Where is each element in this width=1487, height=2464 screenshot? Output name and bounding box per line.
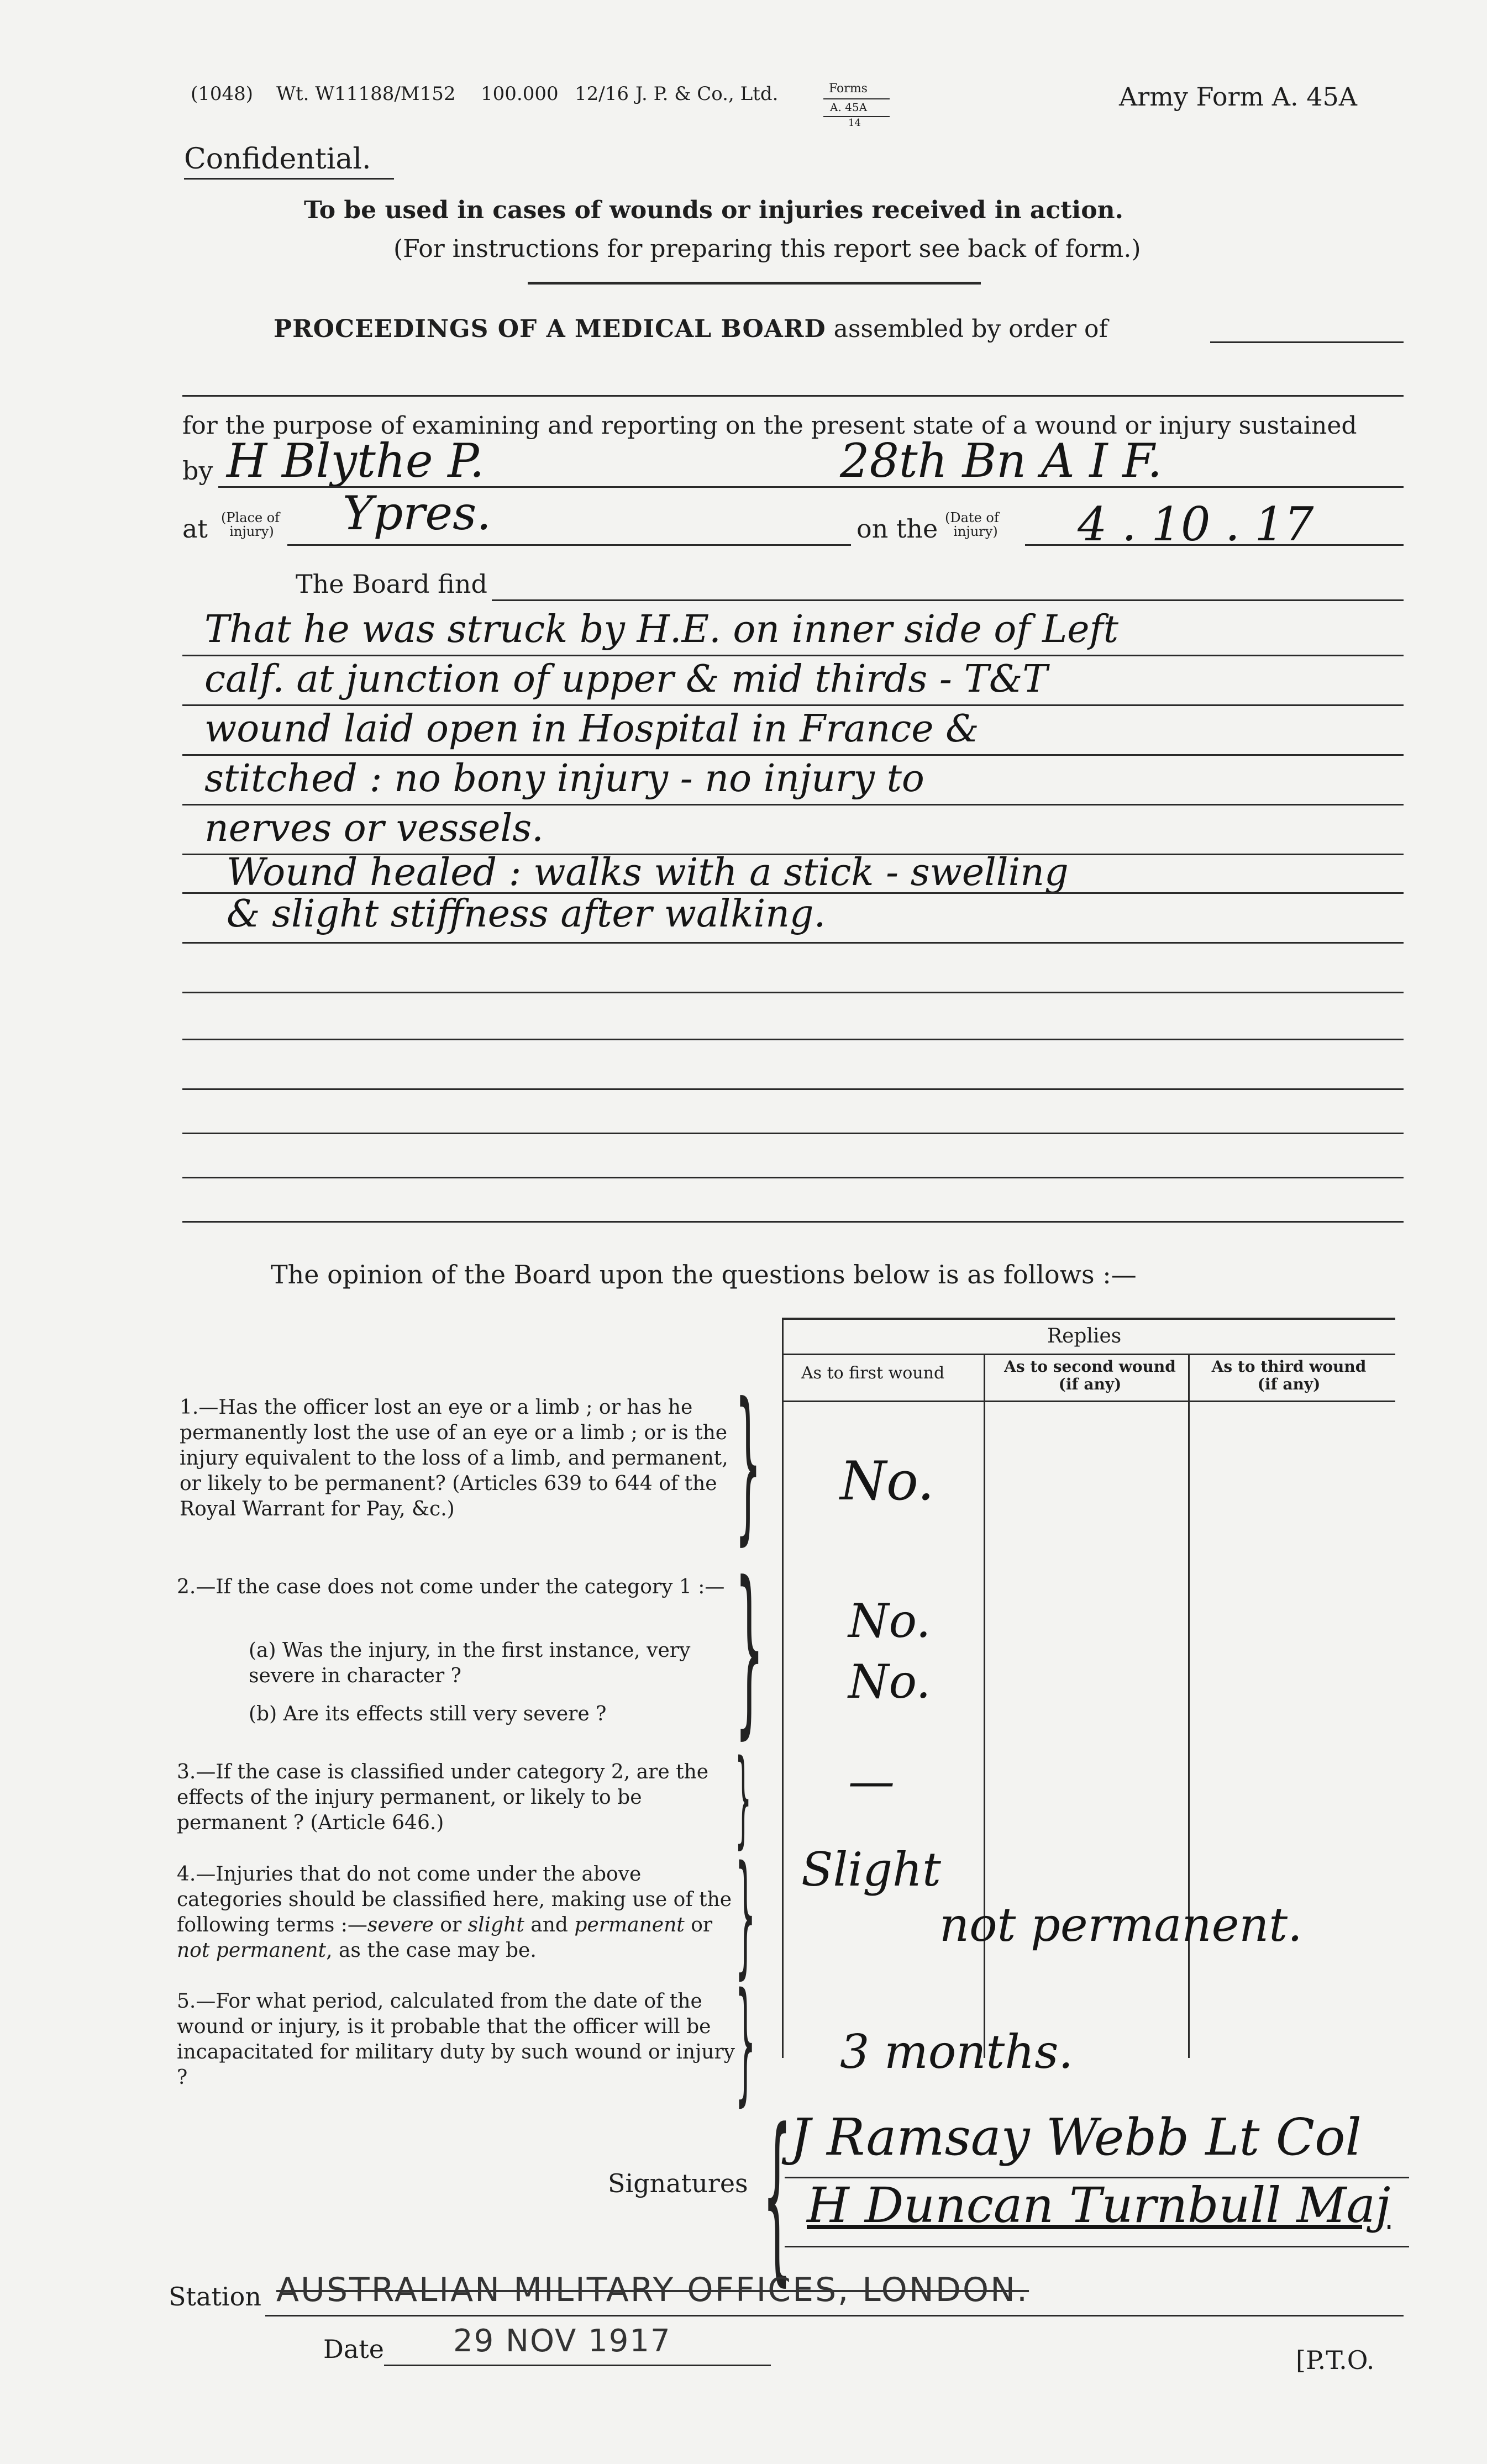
order-of-field-line-2 xyxy=(182,395,1404,397)
signature-line-2 xyxy=(785,2246,1409,2247)
opinion-label: The opinion of the Board upon the questions below is as follows :— xyxy=(271,1260,1137,1289)
confidential-label: Confidential. xyxy=(184,143,371,176)
print-ref: Wt. W11188/M152 xyxy=(276,83,456,105)
question-5: 5.—For what period, calculated from the date of the wound or injury, is it probable that the officer will be incapacitated for military duty by such wound or injury ? xyxy=(177,1990,735,2089)
col-third-l2: (if any) xyxy=(1257,1375,1321,1393)
date-field-line xyxy=(1025,544,1404,546)
brace-3: } xyxy=(735,1737,752,1859)
answer-5: 3 months. xyxy=(840,2025,1074,2079)
signature-1: J Ramsay Webb Lt Col xyxy=(790,2108,1362,2167)
form-subtitle: To be used in cases of wounds or injuries received in action. xyxy=(304,196,1123,224)
question-2b: (b) Are its effects still very severe ? xyxy=(249,1703,607,1725)
board-find-text-4: stitched : no bony injury - no injury to xyxy=(204,757,924,801)
title-rule xyxy=(528,282,981,285)
board-find-text-5: nerves or vessels. xyxy=(204,807,544,850)
signature-2: H Duncan Turnbull Maj xyxy=(807,2177,1391,2234)
board-find-line-0 xyxy=(492,599,1404,601)
replies-col-divider-1 xyxy=(984,1355,985,2058)
print-date: 12/16 xyxy=(575,83,629,105)
army-form-number: Army Form A. 45A xyxy=(1119,82,1357,112)
confidential-underline xyxy=(184,178,394,180)
q4-term-severe: severe xyxy=(367,1914,434,1936)
place-of-injury-value: Ypres. xyxy=(343,486,491,540)
col-second-l2: (if any) xyxy=(1058,1375,1122,1393)
proceedings-line xyxy=(274,315,1108,343)
question-2a: (a) Was the injury, in the first instance, very severe in character ? xyxy=(249,1639,691,1687)
station-field-line xyxy=(265,2315,1404,2316)
signatures-label: Signatures xyxy=(608,2168,748,2198)
q4-term-slight: slight xyxy=(467,1914,524,1936)
question-4 xyxy=(177,1862,735,1963)
replies-col-first: As to first wound xyxy=(801,1363,945,1383)
replies-col-divider-2 xyxy=(1188,1355,1190,2058)
question-1: 1.—Has the officer lost an eye or a limb ; or has he permanently lost the use of an eye or a limb ; or is the injury equivalent to the loss of a limb, and permanent, or likely to be permanent? (Articles 639 to 644 of the Royal Warrant for Pay, &c.) xyxy=(180,1396,728,1520)
station-label: Station xyxy=(169,2282,261,2312)
answer-4-line-2: not permanent. xyxy=(939,1898,1302,1952)
q4-or-1: or xyxy=(440,1914,462,1936)
answer-2a: No. xyxy=(848,1594,931,1648)
question-4-text: 4.—Injuries that do not come under the above categories should be classified here, making use of the following terms :— xyxy=(177,1863,732,1936)
board-find-line-7 xyxy=(182,942,1404,944)
forms-fraction-line xyxy=(823,98,890,99)
brace-4: } xyxy=(735,1837,756,1992)
board-find-line-11 xyxy=(182,1133,1404,1134)
proceedings-assembled: assembled by order of xyxy=(833,315,1108,343)
station-stamp: AUSTRALIAN MILITARY OFFICES, LONDON. xyxy=(276,2271,1029,2309)
print-code: (1048) xyxy=(191,83,254,105)
board-find-line-1 xyxy=(182,655,1404,656)
board-find-line-10 xyxy=(182,1088,1404,1090)
replies-col-second xyxy=(995,1358,1185,1393)
q4-or-2: or xyxy=(691,1914,713,1936)
board-find-line-4 xyxy=(182,804,1404,805)
board-find-label: The Board find xyxy=(296,569,487,599)
on-the-label: on the xyxy=(857,514,938,544)
purpose-text: for the purpose of examining and reporting on the present state of a wound or injury sustained xyxy=(182,412,1357,440)
board-find-line-13 xyxy=(182,1221,1404,1223)
officer-name-value: H Blythe P. xyxy=(227,434,485,488)
date-of-injury-label: (Date of injury) xyxy=(945,510,999,539)
date-label-1: Date of xyxy=(950,510,999,525)
pto-label: [P.T.O. xyxy=(1296,2345,1375,2375)
brace-2: } xyxy=(735,1543,764,1755)
date-stamp: 29 NOV 1917 xyxy=(453,2323,671,2359)
answer-4-line-1: Slight xyxy=(801,1842,941,1897)
replies-left-border xyxy=(782,1318,784,2058)
date-field-line xyxy=(384,2365,771,2366)
col-second-l1: As to second wound xyxy=(1004,1357,1176,1376)
brace-1: } xyxy=(735,1367,761,1560)
board-find-text-2: calf. at junction of upper & mid thirds - T&T xyxy=(204,657,1048,701)
forms-num: 14 xyxy=(848,117,861,129)
at-label: at xyxy=(182,514,208,544)
order-of-field xyxy=(1210,341,1404,343)
board-find-line-2 xyxy=(182,704,1404,706)
signatures-brace: { xyxy=(763,2090,792,2302)
proceedings-title: PROCEEDINGS OF A MEDICAL BOARD xyxy=(274,315,826,343)
board-find-line-8 xyxy=(182,992,1404,993)
brace-5: } xyxy=(735,1964,756,2119)
printer-name: J. P. & Co., Ltd. xyxy=(635,83,779,105)
replies-header-divider xyxy=(782,1354,1395,1355)
question-2: 2.—If the case does not come under the category 1 :— xyxy=(177,1576,725,1598)
place-field-line xyxy=(287,544,851,546)
board-find-text-7: & slight stiffness after walking. xyxy=(227,892,826,936)
question-3: 3.—If the case is classified under category 2, are the effects of the injury permanent, or likely to be permanent ? (Article 646.) xyxy=(177,1761,709,1834)
unit-value: 28th Bn A I F. xyxy=(840,434,1163,488)
replies-header: Replies xyxy=(1047,1325,1122,1347)
date-label-2: injury xyxy=(953,524,993,539)
board-find-line-12 xyxy=(182,1177,1404,1178)
place-label-1: Place of xyxy=(226,510,280,525)
replies-col-third xyxy=(1194,1358,1384,1393)
place-label-2: injury xyxy=(229,524,269,539)
forms-code: A. 45A xyxy=(830,101,868,114)
q4-and: and xyxy=(530,1914,568,1936)
date-label: Date xyxy=(323,2334,385,2364)
by-label: by xyxy=(182,456,213,486)
board-find-text-1: That he was struck by H.E. on inner side of Left xyxy=(204,608,1119,651)
q4-term-permanent: permanent xyxy=(574,1914,685,1936)
form-instructions: (For instructions for preparing this report see back of form.) xyxy=(393,235,1141,263)
date-of-injury-value: 4 . 10 . 17 xyxy=(1078,497,1314,551)
q4-end: , as the case may be. xyxy=(326,1939,537,1962)
place-of-injury-label: (Place of injury) xyxy=(221,510,280,539)
answer-3: — xyxy=(848,1754,895,1808)
forms-word: Forms xyxy=(829,82,868,96)
q4-term-not-permanent: not permanent xyxy=(177,1939,327,1962)
col-third-l1: As to third wound xyxy=(1211,1357,1367,1376)
board-find-line-3 xyxy=(182,754,1404,756)
print-qty: 100.000 xyxy=(481,83,559,105)
board-find-line-9 xyxy=(182,1039,1404,1040)
replies-top-border xyxy=(782,1318,1395,1320)
replies-columns-divider xyxy=(782,1401,1395,1402)
answer-1: No. xyxy=(840,1450,934,1512)
board-find-text-6: Wound healed : walks with a stick - swelling xyxy=(227,851,1069,894)
board-find-text-3: wound laid open in Hospital in France & xyxy=(204,707,979,751)
answer-2b: No. xyxy=(848,1655,931,1709)
